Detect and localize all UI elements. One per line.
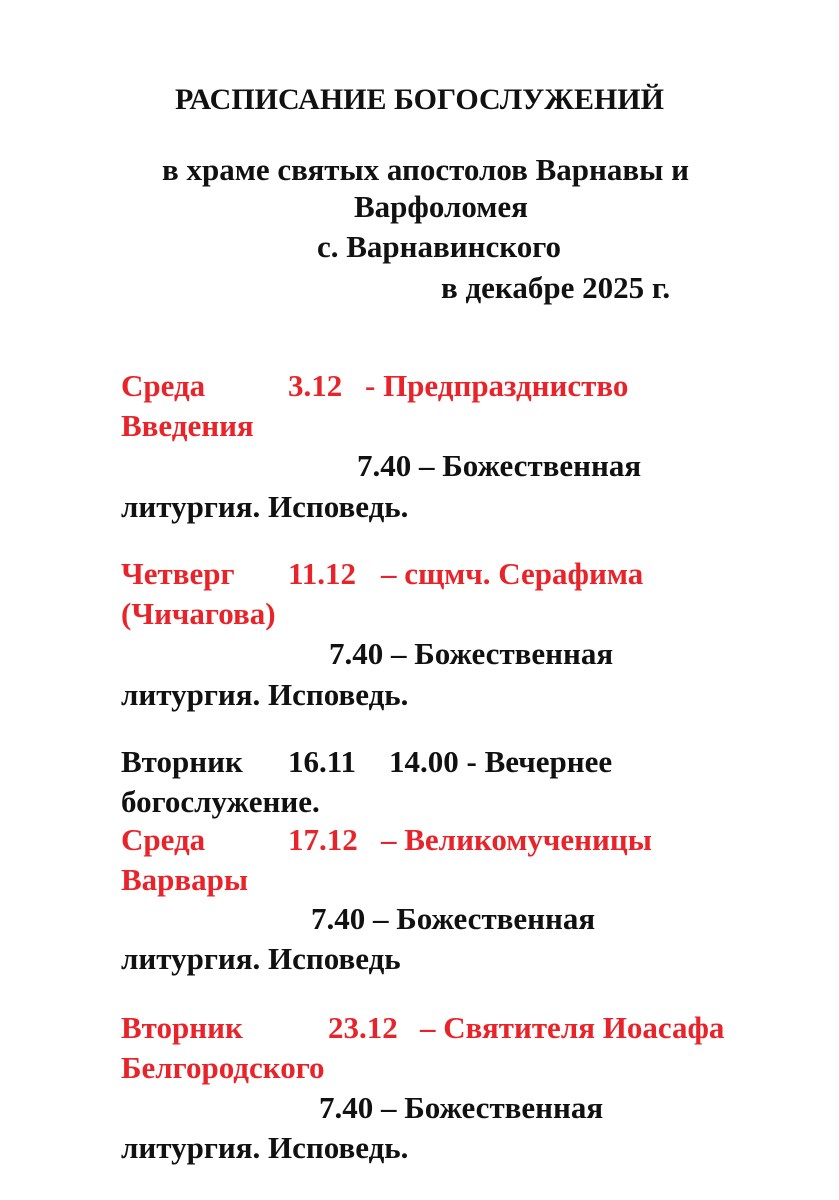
entry-service-time: 7.40 – Божественная — [357, 448, 642, 483]
subtitle-line-1: в храме святых апостолов Варнавы и — [162, 152, 689, 187]
entry-feast-cont: Варвары — [121, 862, 249, 897]
entry-date: 17.12 — [288, 822, 358, 857]
entry-feast-cont: Белгородского — [121, 1050, 325, 1085]
entry-service-time: 7.40 – Божественная — [311, 901, 596, 936]
entry-day: Среда — [121, 368, 206, 403]
entry-date: 16.11 — [288, 744, 357, 779]
entry-service-time: 7.40 – Божественная — [319, 1090, 604, 1125]
period-line: в декабре 2025 г. — [441, 270, 671, 305]
entry-day: Среда — [121, 822, 206, 857]
entry-service-desc: литургия. Исповедь — [121, 941, 401, 976]
entry-feast-cont: (Чичагова) — [121, 596, 276, 631]
entry-feast: - Предпраздниство — [365, 368, 629, 403]
entry-service-desc: литургия. Исповедь. — [121, 489, 409, 524]
entry-date: 11.12 — [288, 556, 357, 591]
page-title: РАСПИСАНИЕ БОГОСЛУЖЕНИЙ — [175, 83, 664, 116]
entry-service-desc: литургия. Исповедь. — [121, 677, 409, 712]
entry-date: 23.12 — [328, 1010, 398, 1045]
entry-feast-cont: Введения — [121, 408, 254, 443]
subtitle-line-2: Варфоломея — [354, 189, 528, 224]
entry-feast: 14.00 - Вечернее — [389, 744, 613, 779]
entry-feast: – сщмч. Серафима — [381, 556, 644, 591]
location-line: с. Варнавинского — [317, 229, 562, 264]
entry-day: Вторник — [121, 1010, 243, 1045]
entry-feast: – Великомученицы — [381, 822, 652, 857]
entry-feast: – Святителя Иоасафа — [420, 1010, 725, 1045]
entry-day: Вторник — [121, 744, 243, 779]
entry-day: Четверг — [121, 556, 235, 591]
entry-feast-cont: богослужение. — [121, 784, 320, 819]
entry-service-desc: литургия. Исповедь. — [121, 1130, 409, 1165]
entry-service-time: 7.40 – Божественная — [329, 636, 614, 671]
entry-date: 3.12 — [288, 368, 343, 403]
